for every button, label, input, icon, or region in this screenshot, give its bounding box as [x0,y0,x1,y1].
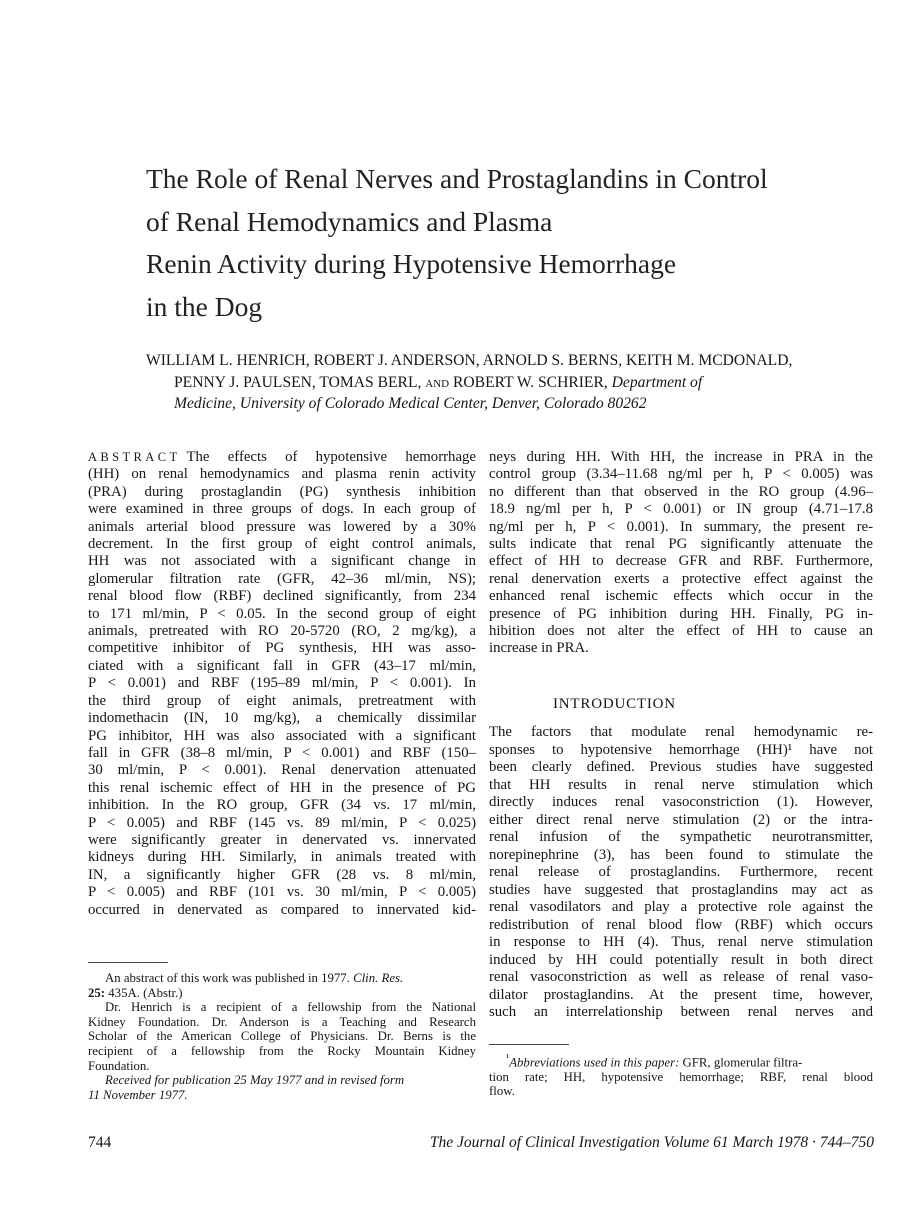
abstract-line: P < 0.001) and RBF (195–89 ml/min, P < 0.001). In [88,675,476,692]
abstract-line: to 171 ml/min, P < 0.05. In the second group of eight [88,605,476,622]
footnote-received: 11 November 1977. [88,1087,188,1102]
introduction-body [489,724,873,1022]
intro-line: The factors that modulate renal hemodynamic re- [489,724,873,740]
intro-line: in response to HH (4). Thus, renal nerve stimulation [489,934,873,950]
abstract-line: renal denervation exerts a protective effect against the [489,570,873,587]
footnote-line: flow. [489,1084,515,1099]
author-line [146,372,876,394]
abstract-line: (PRA) during prostaglandin (PG) synthesis inhibition [88,483,476,500]
abstract-line: 30 ml/min, P < 0.001). Renal denervation attenuated [88,762,476,779]
abstract-line: enhanced renal ischemic effects which occur in the [489,588,873,605]
footnote-fellowship: recipient of a fellowship from the Rocky Mountain Kidney [88,1043,476,1058]
abstract-line: renal blood flow (RBF) declined significantly, from 234 [88,588,476,605]
footnote-abstract-cont: 25: 435A. (Abstr.) [88,985,183,1000]
abstract-line: this renal ischemic effect of HH in the presence of PG [88,779,476,796]
intro-line: either direct renal nerve stimulation (2) or the intra- [489,811,873,828]
title-line: of Renal Hemodynamics and Plasma [146,205,553,237]
abstract-line: indomethacin (IN, 10 mg/kg), a chemically dissimilar [88,710,476,727]
footnote-abstract: An abstract of this work was published in 1977. Clin. Res. [105,971,404,985]
footnote-abbreviations [489,1052,873,1099]
author-block [146,350,876,415]
abstract-line: neys during HH. With HH, the increase in PRA in the [489,449,873,465]
intro-line: renal infusion of the sympathetic neurotransmitter, [489,829,873,845]
author-line: WILLIAM L. HENRICH, ROBERT J. ANDERSON, ARNOLD S. BERNS, KEITH M. MCDONALD, [146,352,793,369]
abstract-line: presence of PG inhibition during HH. Finally, PG in- [489,605,873,622]
footnote-divider [489,1044,569,1045]
abstract-line: hibition does not alter the effect of HH to cause an [489,623,873,640]
intro-line: renal release of prostaglandins. Furthermore, recent [489,864,873,880]
intro-line: dilator prostaglandins. At the present time, however, [489,986,873,1003]
abstract-line: glomerular filtration rate (GFR, 42–36 ml/min, NS); [88,570,476,587]
abstract-line: kidneys during HH. Similarly, in animals treated with [88,849,476,866]
abstract-line: were examined in three groups of dogs. In each group of [88,501,476,518]
intro-line: such an interrelationship between renal nerves and [489,1004,873,1020]
abstract-line: fall in GFR (38–8 ml/min, P < 0.001) and RBF (150– [88,744,476,761]
footnote-received: Received for publication 25 May 1977 and in revised form [105,1073,405,1088]
article-title [146,158,876,328]
abstract-column [88,449,476,919]
abstract-line: decrement. In the first group of eight control animals, [88,536,476,553]
journal-citation: Clin. Res. [353,971,404,985]
abstract-line: ABSTRACT The effects of hypotensive hemorrhage [88,449,476,465]
abstract-line: animals, pretreated with RO 20-5720 (RO, 2 mg/kg), a [88,623,476,640]
section-heading-introduction: INTRODUCTION [553,696,676,712]
abstract-line: no different than that observed in the RO group (4.96– [489,483,873,500]
abstract-line: (HH) on renal hemodynamics and plasma renin activity [88,466,476,483]
intro-line: renal vasoconstriction as well as release of renal vaso- [489,969,873,985]
abstract-line: P < 0.005) and RBF (145 vs. 89 ml/min, P < 0.025) [88,814,476,831]
abstract-line: P < 0.005) and RBF (101 vs. 30 ml/min, P < 0.005) [88,884,476,901]
footnote-line: $^{^1}$Abbreviations used in this paper: GFR, glomerular filtra- [506,1053,803,1070]
abstract-line: inhibition. In the RO group, GFR (34 vs. 17 ml/min, [88,797,476,814]
affiliation: Department of [611,373,703,391]
abstract-line: HH was not associated with a significant change in [88,553,476,570]
intro-line: studies have suggested that prostaglandins may act as [489,881,873,898]
footnote-fellowship: Scholar of the American College of Physicians. Dr. Berns is the [88,1029,476,1044]
abstract-label: ABSTRACT [88,450,181,464]
abstract-line: occurred in denervated as compared to innervated kid- [88,901,476,918]
title-line: Renin Activity during Hypotensive Hemorrhage [146,248,677,279]
abstract-line: competitive inhibitor of PG synthesis, HH was asso- [88,640,476,657]
page-number: 744 [88,1134,112,1151]
journal-citation-footer: The Journal of Clinical Investigation Volume 61 March 1978 · 744–750 [429,1134,874,1151]
intro-line: been clearly defined. Previous studies have suggested [489,759,873,775]
footnote-fellowship: Dr. Henrich is a recipient of a fellowship from the National [105,1000,476,1015]
intro-line: norepinephrine (3), has been found to stimulate the [489,846,873,863]
author-names: PENNY J. PAULSEN, TOMAS BERL, and ROBERT W. SCHRIER, [174,373,608,391]
abstract-line: control group (3.34–11.68 ng/ml per h, P < 0.005) was [489,466,873,483]
abstract-line: were significantly greater in denervated vs. innervated [88,831,476,848]
footnote-fellowship: Foundation. [88,1058,150,1073]
abstract-line: sults indicate that renal PG significantly attenuate the [489,536,873,553]
intro-line: that HH results in renal nerve stimulation which [489,776,873,793]
intro-line: induced by HH could potentially result in both direct [489,951,873,968]
abstract-line: effect of HH to decrease GFR and RBF. Furthermore, [489,553,873,570]
abstract-line: ng/ml per h, P < 0.001). In summary, the present re- [489,518,873,535]
title-line: in the Dog [146,290,263,322]
affiliation: Medicine, University of Colorado Medical Center, Denver, Colorado 80262 [174,395,647,412]
footnotes-left [88,971,476,1102]
footnote-divider [88,962,168,963]
intro-line: redistribution of renal blood flow (RBF) which occurs [489,916,873,933]
intro-line: directly induces renal vasoconstriction (1). However, [489,794,873,810]
intro-line: renal vasodilators and play a protective role against the [489,899,873,915]
intro-line: sponses to hypotensive hemorrhage (HH)¹ have not [489,741,873,758]
footnote-fellowship: Kidney Foundation. Dr. Anderson is a Teaching and Research [88,1014,476,1029]
footnote-line: tion rate; HH, hypotensive hemorrhage; RBF, renal blood [489,1069,873,1084]
abstract-continued-column [489,449,873,658]
abstract-line: the third group of eight animals, pretreatment with [88,692,476,709]
abstract-line: PG inhibitor, HH was also associated with a significant [88,727,476,744]
abstract-line: 18.9 ng/ml per h, P < 0.001) or IN group (4.71–17.8 [489,501,873,518]
footnote-marker: ¹ [506,1053,510,1064]
title-line: The Role of Renal Nerves and Prostaglandins in Control [146,163,768,194]
abstract-line: ciated with a significant fall in GFR (43–17 ml/min, [88,657,476,674]
abstract-line: increase in PRA. [489,640,589,657]
abstract-line: animals arterial blood pressure was lowered by a 30% [88,518,476,535]
abstract-line: IN, a significantly higher GFR (28 vs. 8 ml/min, [88,866,476,883]
affiliation-line [146,393,876,415]
